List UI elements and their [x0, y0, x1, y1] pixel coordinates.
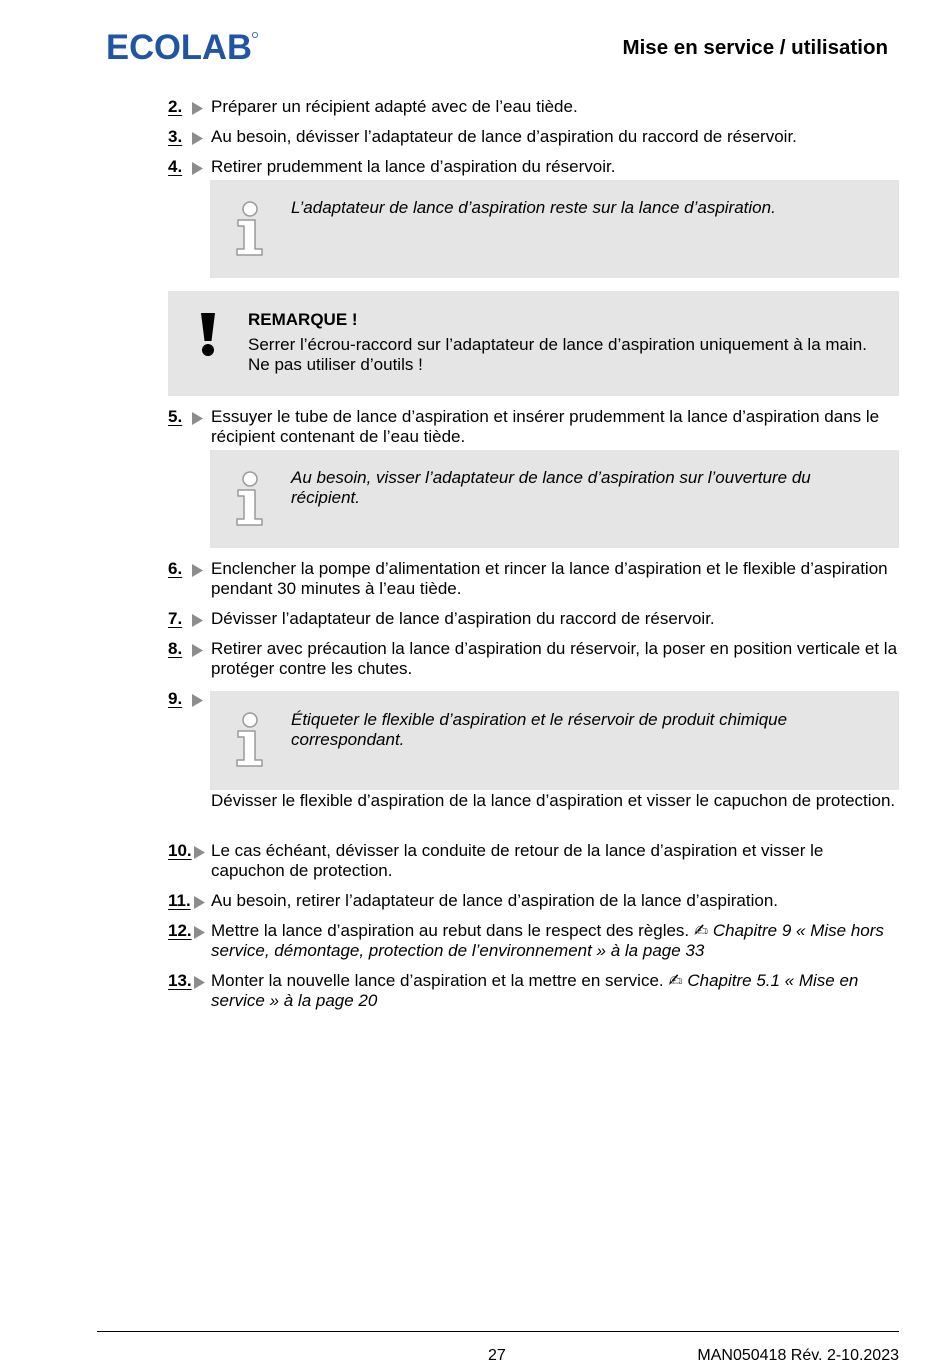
chapter-link[interactable]: Chapitre 5.1 « Mise en service » à la page 20: [211, 971, 859, 1010]
step-body: Mettre la lance d’aspiration au rebut dans le respect des règles.: [211, 921, 694, 940]
note-text: Serrer l’écrou-raccord sur l’adaptateur de lance d’aspiration uniquement à la main. Ne pas utiliser d’outils !: [248, 335, 867, 374]
step-number: 4.: [168, 157, 183, 176]
step-body: Monter la nouvelle lance d’aspiration et la mettre en service.: [211, 971, 669, 990]
step-number: 13.: [168, 971, 192, 990]
info-box: [210, 180, 899, 278]
step-text: [211, 971, 901, 1011]
step-arrow-icon: [194, 846, 205, 859]
step-arrow-icon: [194, 896, 205, 909]
step-number: 9.: [168, 689, 183, 708]
step-arrow-icon: [192, 132, 203, 145]
svg-text:ECOLAB: ECOLAB: [106, 29, 252, 63]
step-arrow-icon: [192, 162, 203, 175]
page-number: 27: [488, 1347, 506, 1364]
step-arrow-icon: [192, 644, 203, 657]
step-9-text: Dévisser le flexible d’aspiration de la lance d’aspiration et visser le capuchon de protection.: [211, 791, 896, 810]
step-text: Le cas échéant, dévisser la conduite de retour de la lance d’aspiration et visser le capuchon de protection.: [211, 841, 824, 880]
step-number: 11.: [168, 891, 191, 910]
ecolab-logo: [106, 29, 258, 63]
document-reference: MAN050418 Rév. 2-10.2023: [697, 1347, 899, 1364]
note-box: [168, 291, 899, 396]
xref-icon: ✍: [693, 921, 709, 940]
step-arrow-icon: [192, 102, 203, 115]
step-number: 10.: [168, 841, 192, 860]
step-text: Retirer avec précaution la lance d’aspiration du réservoir, la poser en position verticale et la protéger contre les chutes.: [211, 639, 898, 678]
exclamation-icon: [198, 311, 218, 357]
step-number: 6.: [168, 559, 183, 578]
step-number: 5.: [168, 407, 183, 426]
page-header-title: Mise en service / utilisation: [622, 36, 888, 59]
step-text: Au besoin, retirer l’adaptateur de lance d’aspiration de la lance d’aspiration.: [211, 891, 779, 910]
step-number: 12.: [168, 921, 192, 940]
info-icon: [234, 200, 266, 256]
info-box: [210, 450, 899, 548]
step-text: Essuyer le tube de lance d’aspiration et insérer prudemment la lance d’aspiration dans le récipient contenant de l’eau tiède.: [211, 407, 880, 446]
info-text: Au besoin, visser l’adaptateur de lance d’aspiration sur l’ouverture du récipient.: [291, 468, 811, 507]
step-arrow-icon: [194, 976, 205, 989]
info-text: Étiqueter le flexible d’aspiration et le réservoir de produit chimique correspondant.: [291, 710, 788, 749]
step-text: Préparer un récipient adapté avec de l’eau tiède.: [211, 97, 578, 116]
step-arrow-icon: [192, 614, 203, 627]
step-number: 2.: [168, 97, 183, 116]
step-arrow-icon: [192, 564, 203, 577]
info-icon: [234, 470, 266, 526]
step-arrow-icon: [192, 694, 203, 707]
info-icon: [234, 711, 266, 767]
info-box: [210, 691, 899, 790]
step-number: 8.: [168, 639, 183, 658]
step-text: Au besoin, dévisser l’adaptateur de lance d’aspiration du raccord de réservoir.: [211, 127, 797, 146]
info-text: L’adaptateur de lance d’aspiration reste sur la lance d’aspiration.: [291, 198, 776, 217]
step-text: Retirer prudemment la lance d’aspiration du réservoir.: [211, 157, 616, 176]
step-text: [211, 921, 901, 961]
note-title: REMARQUE !: [248, 310, 358, 329]
step-number: 3.: [168, 127, 183, 146]
step-arrow-icon: [194, 926, 205, 939]
xref-icon: ✍: [668, 971, 683, 990]
step-arrow-icon: [192, 412, 203, 425]
step-text: Dévisser l’adaptateur de lance d’aspiration du raccord de réservoir.: [211, 609, 715, 628]
chapter-link[interactable]: Chapitre 9 « Mise hors service, démontage, protection de l’environnement » à la page 33: [211, 921, 884, 960]
step-text: Enclencher la pompe d’alimentation et rincer la lance d’aspiration et le flexible d’aspiration pendant 30 minutes à l’eau tiède.: [211, 559, 888, 598]
footer-divider: [97, 1331, 899, 1332]
step-number: 7.: [168, 609, 183, 628]
